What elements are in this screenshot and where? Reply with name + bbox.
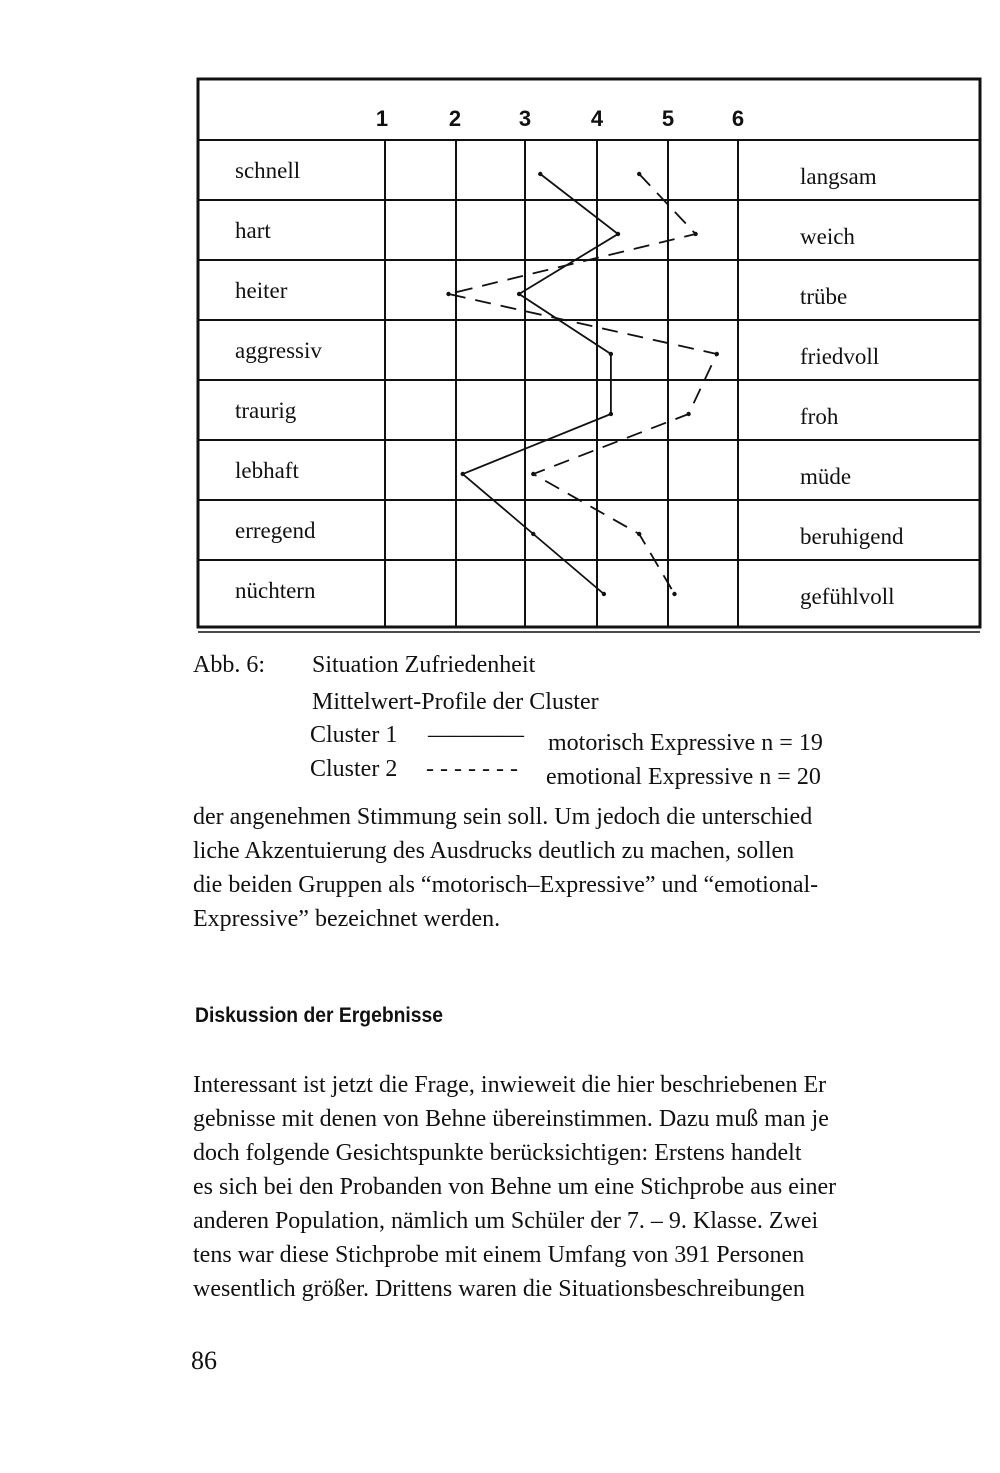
section-heading: Diskussion der Ergebnisse xyxy=(195,1004,444,1027)
text-line: die beiden Gruppen als “motorisch–Expressive” und “emotional- xyxy=(193,872,819,898)
legend-cluster1-marker: ———— xyxy=(428,722,524,748)
scale-label: 1 xyxy=(375,106,389,131)
legend-cluster2-marker: - - - - - - - xyxy=(426,756,518,782)
left-adjective: heiter xyxy=(235,278,288,303)
right-adjective: müde xyxy=(800,464,852,489)
data-point-cluster-1 xyxy=(609,352,613,356)
scale-labels xyxy=(376,106,744,131)
data-point-cluster-2 xyxy=(693,232,697,236)
text-line: wesentlich größer. Drittens waren die Situationsbeschreibungen xyxy=(193,1276,805,1302)
left-adjective: hart xyxy=(235,218,271,243)
left-adjective: aggressiv xyxy=(235,338,322,363)
text-line: Expressive” bezeichnet werden. xyxy=(193,906,501,932)
right-adjective: trübe xyxy=(800,284,848,309)
data-point-cluster-2 xyxy=(672,592,676,596)
series-line-cluster-1 xyxy=(463,174,618,594)
text-line: der angenehmen Stimmung sein soll. Um jedoch die unterschied xyxy=(193,804,813,830)
data-point-cluster-2 xyxy=(637,172,641,176)
left-adjective: traurig xyxy=(235,398,297,423)
data-point-cluster-1 xyxy=(461,472,465,476)
right-adjective: friedvoll xyxy=(800,344,880,369)
legend-cluster2-name: Cluster 2 xyxy=(310,756,398,782)
scale-label: 3 xyxy=(518,106,532,131)
left-adjective: lebhaft xyxy=(235,458,299,483)
data-point-cluster-2 xyxy=(637,532,641,536)
text-line: tens war diese Stichprobe mit einem Umfang von 391 Personen xyxy=(193,1242,805,1268)
data-point-cluster-1 xyxy=(602,592,606,596)
profile-lines xyxy=(446,172,719,596)
right-adjective: langsam xyxy=(800,164,877,189)
legend-cluster2-desc: emotional Expressive n = 20 xyxy=(546,764,821,790)
text-line: es sich bei den Probanden von Behne um eine Stichprobe aus einer xyxy=(193,1174,837,1200)
scale-label: 6 xyxy=(731,106,745,131)
text-line: liche Akzentuierung des Ausdrucks deutlich zu machen, sollen xyxy=(193,838,795,864)
scale-label: 2 xyxy=(448,106,462,131)
text-line: doch folgende Gesichtspunkte berücksichtigen: Erstens handelt xyxy=(193,1140,802,1166)
data-point-cluster-2 xyxy=(686,412,690,416)
legend-cluster1-name: Cluster 1 xyxy=(310,722,398,748)
data-point-cluster-1 xyxy=(538,172,542,176)
right-adjective: froh xyxy=(800,404,839,429)
data-point-cluster-2 xyxy=(446,292,450,296)
right-adjective: beruhigend xyxy=(800,524,904,549)
right-adjective-labels xyxy=(800,164,904,609)
left-adjective: nüchtern xyxy=(235,578,316,603)
text-line: gebnisse mit denen von Behne übereinstimmen. Dazu muß man je xyxy=(193,1106,829,1132)
chart-grid xyxy=(198,140,980,627)
legend-cluster1-desc: motorisch Expressive n = 19 xyxy=(548,730,823,756)
left-adjective: erregend xyxy=(235,518,316,543)
right-adjective: gefühlvoll xyxy=(800,584,895,609)
data-point-cluster-1 xyxy=(616,232,620,236)
figure-label: Abb. 6: xyxy=(193,652,265,678)
data-point-cluster-2 xyxy=(531,472,535,476)
figure-subtitle: Mittelwert-Profile der Cluster xyxy=(312,689,599,715)
series-line-cluster-2 xyxy=(449,174,717,594)
figure-title: Situation Zufriedenheit xyxy=(312,652,536,678)
right-adjective: weich xyxy=(800,224,855,249)
paragraph-2 xyxy=(193,1068,983,1306)
data-point-cluster-1 xyxy=(609,412,613,416)
semantic-differential-chart xyxy=(195,76,985,636)
data-point-cluster-1 xyxy=(517,292,521,296)
text-line: Interessant ist jetzt die Frage, inwieweit die hier beschriebenen Er xyxy=(193,1072,827,1098)
left-adjective: schnell xyxy=(235,158,301,183)
page-number: 86 xyxy=(191,1346,217,1375)
data-point-cluster-2 xyxy=(715,352,719,356)
scale-label: 4 xyxy=(590,106,604,131)
paragraph-1 xyxy=(193,800,983,936)
text-line: anderen Population, nämlich um Schüler der 7. – 9. Klasse. Zwei xyxy=(193,1208,819,1234)
scale-label: 5 xyxy=(661,106,675,131)
data-point-cluster-1 xyxy=(531,532,535,536)
